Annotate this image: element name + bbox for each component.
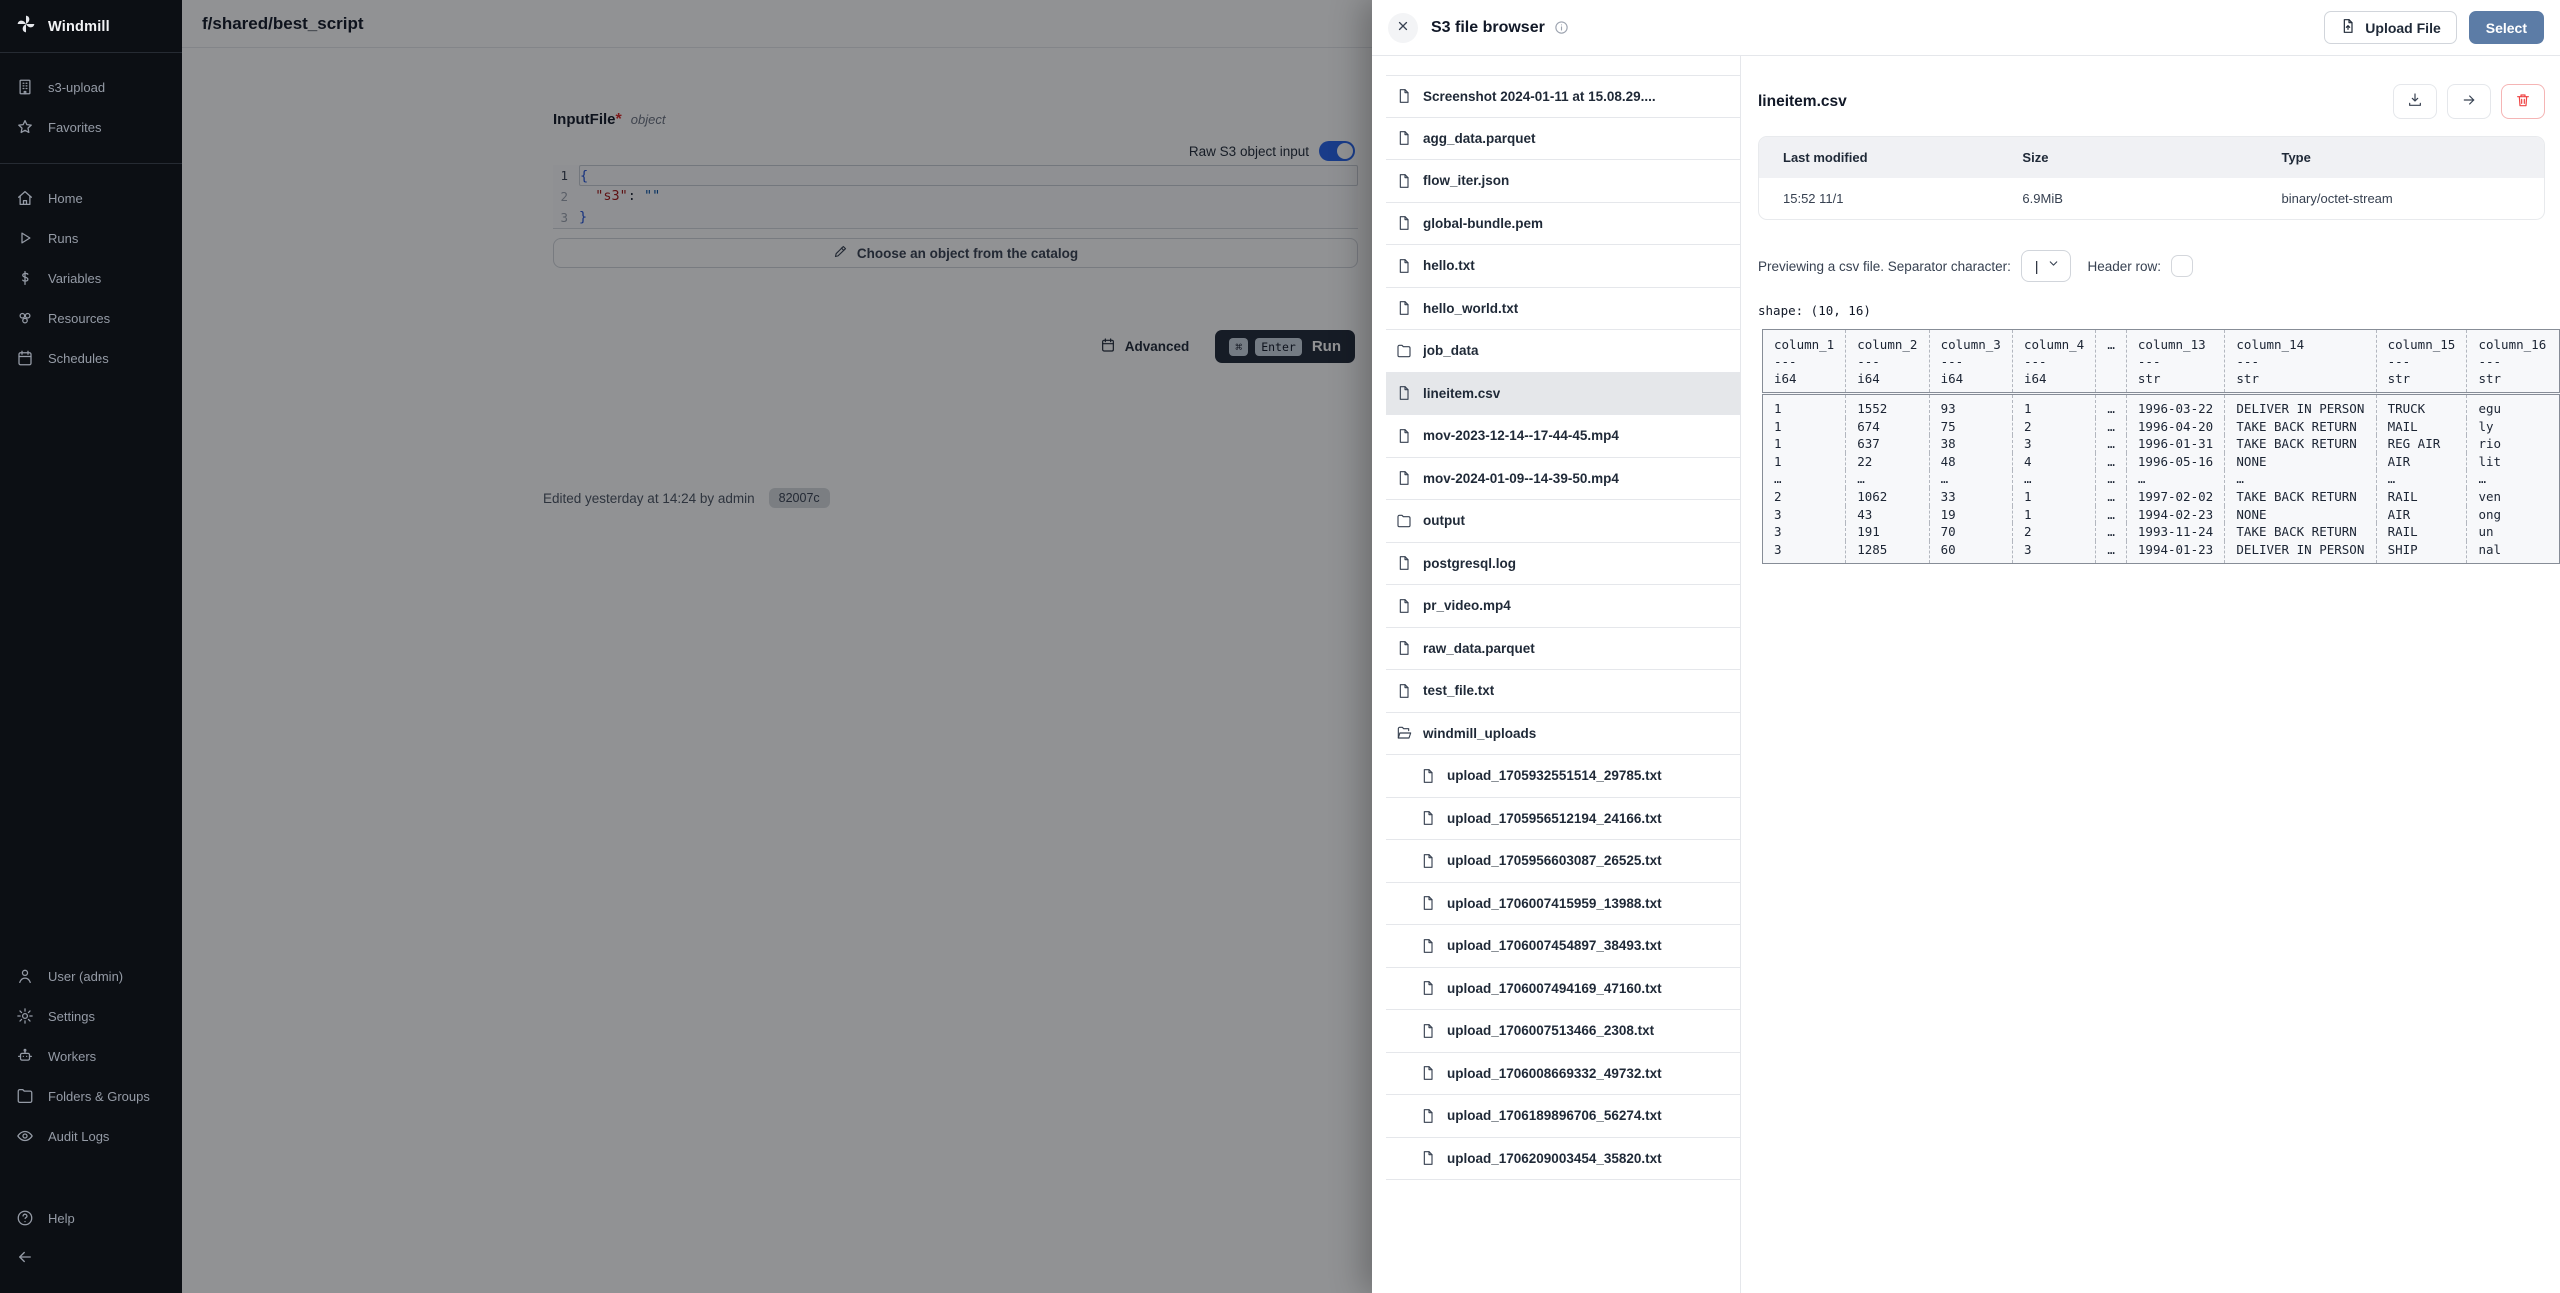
csv-cell: 1996-04-20 bbox=[2126, 418, 2225, 436]
csv-cell: … bbox=[2096, 394, 2127, 418]
file-name: upload_1705956512194_24166.txt bbox=[1447, 810, 1662, 826]
file-row-output[interactable] bbox=[1386, 500, 1740, 543]
file-icon bbox=[1420, 1023, 1436, 1039]
shape-text: shape: (10, 16) bbox=[1758, 303, 1871, 318]
csv-col-header: … bbox=[2096, 330, 2127, 394]
csv-cell: 637 bbox=[1846, 435, 1929, 453]
file-icon bbox=[1420, 1150, 1436, 1166]
csv-cell: AIR bbox=[2376, 453, 2467, 471]
csv-cell: … bbox=[2096, 435, 2127, 453]
header-row-checkbox[interactable] bbox=[2171, 255, 2193, 277]
home-icon bbox=[16, 189, 34, 207]
file-icon bbox=[1420, 980, 1436, 996]
sidebar-item-label: Resources bbox=[48, 310, 111, 326]
calendar-icon bbox=[16, 349, 34, 367]
close-drawer-button[interactable] bbox=[1388, 13, 1418, 43]
csv-cell: lit bbox=[2467, 453, 2560, 471]
file-name: output bbox=[1423, 513, 1465, 529]
play-icon bbox=[16, 229, 34, 247]
file-row-upload-1706008669332-49732-txt[interactable] bbox=[1386, 1053, 1740, 1096]
edited-timestamp: Edited yesterday at 14:24 by admin bbox=[543, 490, 755, 506]
file-row-global-bundle-pem[interactable] bbox=[1386, 203, 1740, 246]
csv-cell: SHIP bbox=[2376, 541, 2467, 564]
user-icon bbox=[16, 967, 34, 985]
file-name: upload_1706007513466_2308.txt bbox=[1447, 1023, 1655, 1039]
info-value-size: 6.9MiB bbox=[2022, 191, 2063, 206]
csv-cell: … bbox=[2096, 470, 2127, 488]
file-list bbox=[1386, 75, 1740, 1180]
file-row-upload-1706007513466-2308-txt[interactable] bbox=[1386, 1010, 1740, 1053]
file-icon bbox=[1420, 895, 1436, 911]
csv-cell: … bbox=[1846, 470, 1929, 488]
csv-cell: nal bbox=[2467, 541, 2560, 564]
file-name: mov-2023-12-14--17-44-45.mp4 bbox=[1423, 428, 1619, 444]
file-icon bbox=[1396, 640, 1412, 656]
file-name: flow_iter.json bbox=[1423, 173, 1510, 189]
file-row-upload-1706007494169-47160-txt[interactable] bbox=[1386, 968, 1740, 1011]
file-icon bbox=[1396, 130, 1412, 146]
file-name: hello_world.txt bbox=[1423, 300, 1519, 316]
csv-cell: 48 bbox=[1929, 453, 2012, 471]
advanced-button[interactable]: Advanced bbox=[1100, 337, 1190, 356]
windmill-logo-icon bbox=[16, 14, 36, 39]
csv-col-header: column_14 --- str bbox=[2225, 330, 2376, 394]
csv-cell: 1996-01-31 bbox=[2126, 435, 2225, 453]
file-name: windmill_uploads bbox=[1423, 725, 1537, 741]
sidebar-item-variables[interactable] bbox=[0, 258, 182, 298]
sidebar-item-runs[interactable] bbox=[0, 218, 182, 258]
info-header-size: Size bbox=[2022, 150, 2049, 165]
line-number: 2 bbox=[560, 189, 568, 204]
info-value-last-modified: 15:52 11/1 bbox=[1783, 191, 1844, 206]
file-name: raw_data.parquet bbox=[1423, 640, 1535, 656]
csv-cell: … bbox=[2126, 470, 2225, 488]
csv-col-header: column_3 --- i64 bbox=[1929, 330, 2012, 394]
csv-cell: NONE bbox=[2225, 506, 2376, 524]
file-icon bbox=[1396, 258, 1412, 274]
info-icon[interactable] bbox=[1554, 20, 1569, 35]
csv-cell: 19 bbox=[1929, 506, 2012, 524]
csv-cell: NONE bbox=[2225, 453, 2376, 471]
file-name: test_file.txt bbox=[1423, 683, 1495, 699]
file-row-mov-2024-01-09-14-39-50-mp4[interactable] bbox=[1386, 458, 1740, 501]
csv-cell: … bbox=[2096, 453, 2127, 471]
csv-cell: MAIL bbox=[2376, 418, 2467, 436]
help-icon bbox=[16, 1209, 34, 1227]
csv-cell: … bbox=[2096, 541, 2127, 564]
enter-key-badge: Enter bbox=[1255, 338, 1302, 356]
csv-cell: TAKE BACK RETURN bbox=[2225, 523, 2376, 541]
file-name: upload_1706008669332_49732.txt bbox=[1447, 1065, 1662, 1081]
csv-cell: DELIVER IN PERSON bbox=[2225, 541, 2376, 564]
csv-preview-label: Previewing a csv file. Separator character: bbox=[1758, 258, 2011, 274]
file-row-flow-iter-json[interactable] bbox=[1386, 160, 1740, 203]
file-icon bbox=[1420, 1065, 1436, 1081]
csv-row bbox=[1763, 470, 2560, 488]
sidebar-item-schedules[interactable] bbox=[0, 338, 182, 378]
sidebar-item-s3-upload[interactable] bbox=[0, 67, 182, 107]
file-icon bbox=[1396, 385, 1412, 401]
csv-cell: … bbox=[2096, 506, 2127, 524]
csv-cell: RAIL bbox=[2376, 488, 2467, 506]
csv-cell: 1996-05-16 bbox=[2126, 453, 2225, 471]
csv-cell: 43 bbox=[1846, 506, 1929, 524]
folder-icon bbox=[16, 1087, 34, 1105]
file-name: hello.txt bbox=[1423, 258, 1475, 274]
code-text: { bbox=[579, 165, 1358, 186]
file-row-mov-2023-12-14-17-44-45-mp4[interactable] bbox=[1386, 415, 1740, 458]
cmd-key-badge: ⌘ bbox=[1229, 338, 1248, 356]
building-icon bbox=[16, 78, 34, 96]
folder-icon bbox=[1396, 343, 1412, 359]
sidebar-item-folders-groups[interactable] bbox=[0, 1076, 182, 1116]
csv-cell: rio bbox=[2467, 435, 2560, 453]
sidebar-item-workers[interactable] bbox=[0, 1036, 182, 1076]
csv-cell: 3 bbox=[2012, 435, 2095, 453]
file-row-upload-1706007415959-13988-txt[interactable] bbox=[1386, 883, 1740, 926]
csv-cell: … bbox=[2096, 488, 2127, 506]
csv-cell: 674 bbox=[1846, 418, 1929, 436]
csv-cell: 2 bbox=[2012, 523, 2095, 541]
line-number: 3 bbox=[560, 210, 568, 225]
file-name: postgresql.log bbox=[1423, 555, 1517, 571]
file-detail-panel bbox=[1741, 56, 2560, 1293]
file-row-agg-data-parquet[interactable] bbox=[1386, 118, 1740, 161]
csv-row bbox=[1763, 435, 2560, 453]
star-icon bbox=[16, 118, 34, 136]
csv-cell: TAKE BACK RETURN bbox=[2225, 418, 2376, 436]
csv-cell: … bbox=[2012, 470, 2095, 488]
file-name: lineitem.csv bbox=[1423, 385, 1501, 401]
raw-s3-toggle-label: Raw S3 object input bbox=[1188, 143, 1309, 159]
file-row-upload-1705956603087-26525-txt[interactable] bbox=[1386, 840, 1740, 883]
sidebar-nav-section bbox=[0, 164, 182, 394]
sidebar-item-favorites[interactable] bbox=[0, 107, 182, 147]
file-name: upload_1706007494169_47160.txt bbox=[1447, 980, 1662, 996]
csv-cell: TAKE BACK RETURN bbox=[2225, 488, 2376, 506]
file-row-upload-1705956512194-24166-txt[interactable] bbox=[1386, 798, 1740, 841]
script-hash-badge: 82007c bbox=[769, 488, 830, 508]
csv-cell: … bbox=[2225, 470, 2376, 488]
csv-cell: ly bbox=[2467, 418, 2560, 436]
field-type-label: object bbox=[630, 112, 666, 127]
csv-cell: REG AIR bbox=[2376, 435, 2467, 453]
file-icon bbox=[1396, 215, 1412, 231]
sidebar-item-label: Variables bbox=[48, 270, 102, 286]
sidebar-item-label: Schedules bbox=[48, 350, 109, 366]
file-row-hello-world-txt[interactable] bbox=[1386, 288, 1740, 331]
csv-cell: … bbox=[2467, 470, 2560, 488]
sidebar-item-label: Folders & Groups bbox=[48, 1088, 150, 1104]
csv-cell: 1993-11-24 bbox=[2126, 523, 2225, 541]
sidebar-item-label: Home bbox=[48, 190, 83, 206]
file-icon bbox=[1420, 853, 1436, 869]
csv-cell: TAKE BACK RETURN bbox=[2225, 435, 2376, 453]
csv-cell: 1 bbox=[2012, 488, 2095, 506]
file-name: upload_1706189896706_56274.txt bbox=[1447, 1108, 1662, 1124]
file-row-job-data[interactable] bbox=[1386, 330, 1740, 373]
csv-row bbox=[1763, 506, 2560, 524]
field-label: InputFile* bbox=[553, 111, 622, 128]
open-file-button[interactable] bbox=[2447, 84, 2491, 119]
drawer-title: S3 file browser bbox=[1431, 18, 1545, 36]
csv-cell: 60 bbox=[1929, 541, 2012, 564]
file-row-upload-1706189896706-56274-txt[interactable] bbox=[1386, 1095, 1740, 1138]
sidebar-item-label: Settings bbox=[48, 1008, 95, 1024]
sidebar-item-label: Favorites bbox=[48, 119, 102, 135]
csv-cell: 33 bbox=[1929, 488, 2012, 506]
close-icon bbox=[1396, 19, 1410, 36]
csv-cell: 3 bbox=[2012, 541, 2095, 564]
csv-cell: DELIVER IN PERSON bbox=[2225, 394, 2376, 418]
file-icon bbox=[1396, 470, 1412, 486]
csv-row bbox=[1763, 523, 2560, 541]
file-icon bbox=[1396, 555, 1412, 571]
drawer-overlay[interactable] bbox=[182, 0, 1372, 1293]
csv-col-header: column_4 --- i64 bbox=[2012, 330, 2095, 394]
csv-cell: TRUCK bbox=[2376, 394, 2467, 418]
sidebar-item-user-admin[interactable] bbox=[0, 956, 182, 996]
sidebar-item-help[interactable] bbox=[0, 1198, 182, 1238]
detail-filename: lineitem.csv bbox=[1758, 92, 1847, 110]
csv-row bbox=[1763, 418, 2560, 436]
worker-icon bbox=[16, 1047, 34, 1065]
eye-icon bbox=[16, 1127, 34, 1145]
file-icon bbox=[1396, 428, 1412, 444]
csv-cell: 2 bbox=[2012, 418, 2095, 436]
file-row-windmill-uploads[interactable] bbox=[1386, 713, 1740, 756]
file-row-pr-video-mp4[interactable] bbox=[1386, 585, 1740, 628]
file-icon bbox=[1396, 173, 1412, 189]
csv-cell: … bbox=[2376, 470, 2467, 488]
csv-cell: 1 bbox=[2012, 506, 2095, 524]
csv-cell: 75 bbox=[1929, 418, 2012, 436]
file-name: mov-2024-01-09--14-39-50.mp4 bbox=[1423, 470, 1619, 486]
file-icon bbox=[1396, 300, 1412, 316]
csv-cell: 3 bbox=[1774, 506, 1782, 522]
csv-cell: 1996-03-22 bbox=[2126, 394, 2225, 418]
delete-file-button[interactable] bbox=[2501, 84, 2545, 119]
file-icon bbox=[1420, 768, 1436, 784]
upload-file-icon bbox=[2340, 18, 2356, 37]
trash-icon bbox=[2515, 92, 2531, 111]
csv-cell: … bbox=[2096, 523, 2127, 541]
csv-cell: 4 bbox=[2012, 453, 2095, 471]
line-number: 1 bbox=[560, 168, 568, 183]
csv-cell: 1997-02-02 bbox=[2126, 488, 2225, 506]
sidebar-item-resources[interactable] bbox=[0, 298, 182, 338]
sidebar bbox=[0, 0, 182, 1293]
csv-cell: 1 bbox=[2012, 394, 2095, 418]
csv-cell: … bbox=[2096, 418, 2127, 436]
sidebar-item-home[interactable] bbox=[0, 178, 182, 218]
page-title: f/shared/best_script bbox=[202, 13, 364, 33]
file-row-upload-1706209003454-35820-txt[interactable] bbox=[1386, 1138, 1740, 1181]
file-name: global-bundle.pem bbox=[1423, 215, 1543, 231]
csv-col-header: column_16 --- str bbox=[2467, 330, 2560, 394]
file-row-upload-1706007454897-38493-txt[interactable] bbox=[1386, 925, 1740, 968]
sidebar-bottom-section bbox=[0, 956, 182, 1293]
csv-col-header: column_15 --- str bbox=[2376, 330, 2467, 394]
file-name: pr_video.mp4 bbox=[1423, 598, 1511, 614]
logo-title: Windmill bbox=[48, 18, 110, 35]
csv-cell: 38 bbox=[1929, 435, 2012, 453]
file-icon bbox=[1420, 938, 1436, 954]
csv-row bbox=[1763, 541, 2560, 564]
info-header-type: Type bbox=[2281, 150, 2311, 165]
sidebar-workspace-section bbox=[0, 53, 182, 164]
csv-cell: 93 bbox=[1929, 394, 2012, 418]
csv-col-header: column_1 --- i64 bbox=[1763, 330, 1846, 394]
run-button[interactable]: ⌘ Enter Run bbox=[1215, 330, 1355, 363]
download-icon bbox=[2407, 92, 2423, 111]
info-header-last-modified: Last modified bbox=[1783, 150, 1868, 165]
csv-cell: ven bbox=[2467, 488, 2560, 506]
resources-icon bbox=[16, 309, 34, 327]
sidebar-item-settings[interactable] bbox=[0, 996, 182, 1036]
csv-cell: 1 bbox=[1774, 453, 1782, 469]
csv-cell: 70 bbox=[1929, 523, 2012, 541]
file-name: job_data bbox=[1423, 343, 1479, 359]
select-button[interactable]: Select bbox=[2469, 11, 2544, 44]
csv-col-header: column_13 --- str bbox=[2126, 330, 2225, 394]
sidebar-item-audit-logs[interactable] bbox=[0, 1116, 182, 1156]
chevron-down-icon bbox=[2047, 257, 2060, 275]
csv-cell: un bbox=[2467, 523, 2560, 541]
separator-select[interactable]: | bbox=[2021, 250, 2071, 282]
file-icon bbox=[1396, 598, 1412, 614]
folder-open-icon bbox=[1396, 725, 1412, 741]
file-row-hello-txt[interactable] bbox=[1386, 245, 1740, 288]
file-name: upload_1705932551514_29785.txt bbox=[1447, 768, 1662, 784]
csv-preview-table bbox=[1762, 329, 2560, 564]
sidebar-item-label: User (admin) bbox=[48, 968, 124, 984]
choose-object-button[interactable]: Choose an object from the catalog bbox=[553, 238, 1358, 268]
csv-cell: AIR bbox=[2376, 506, 2467, 524]
csv-cell: 191 bbox=[1846, 523, 1929, 541]
csv-cell: 3 bbox=[1774, 524, 1782, 540]
code-text: } bbox=[579, 209, 588, 225]
csv-cell: egu bbox=[2467, 394, 2560, 418]
csv-cell: RAIL bbox=[2376, 523, 2467, 541]
upload-file-button[interactable]: Upload File bbox=[2324, 11, 2456, 44]
file-name: Screenshot 2024-01-11 at 15.08.29.... bbox=[1423, 88, 1656, 104]
csv-cell: 1552 bbox=[1846, 394, 1929, 418]
sidebar-item-label: s3-upload bbox=[48, 79, 106, 95]
file-row-test-file-txt[interactable] bbox=[1386, 670, 1740, 713]
csv-cell: 1062 bbox=[1846, 488, 1929, 506]
file-row-lineitem-csv[interactable] bbox=[1386, 373, 1740, 416]
code-text: "s3": "" bbox=[595, 188, 661, 204]
file-name: upload_1706007415959_13988.txt bbox=[1447, 895, 1662, 911]
sidebar-item-label: Runs bbox=[48, 230, 79, 246]
sidebar-item-label: Workers bbox=[48, 1048, 97, 1064]
csv-cell: 1 bbox=[1774, 401, 1782, 416]
file-name: agg_data.parquet bbox=[1423, 130, 1536, 146]
info-value-type: binary/octet-stream bbox=[2281, 191, 2393, 206]
file-row-postgresql-log[interactable] bbox=[1386, 543, 1740, 586]
workspace-logo[interactable] bbox=[0, 0, 182, 53]
file-name: upload_1705956603087_26525.txt bbox=[1447, 853, 1662, 869]
sidebar-item-label: Audit Logs bbox=[48, 1128, 110, 1144]
csv-cell: 1 bbox=[1774, 418, 1782, 434]
csv-cell: … bbox=[1774, 471, 1782, 487]
collapse-sidebar-button[interactable] bbox=[0, 1238, 182, 1285]
file-name: upload_1706209003454_35820.txt bbox=[1447, 1150, 1662, 1166]
sidebar-item-label: Help bbox=[48, 1210, 75, 1226]
file-row-upload-1705932551514-29785-txt[interactable] bbox=[1386, 755, 1740, 798]
csv-cell: 1994-01-23 bbox=[2126, 541, 2225, 564]
csv-cell: 2 bbox=[1774, 488, 1782, 504]
csv-row bbox=[1763, 453, 2560, 471]
s3-file-browser-drawer bbox=[1372, 0, 2560, 1293]
csv-cell: 22 bbox=[1846, 453, 1929, 471]
required-asterisk: * bbox=[615, 111, 622, 128]
csv-row bbox=[1763, 488, 2560, 506]
download-button[interactable] bbox=[2393, 84, 2437, 119]
file-icon bbox=[1420, 810, 1436, 826]
dollar-icon bbox=[16, 269, 34, 287]
file-info-table bbox=[1758, 136, 2545, 220]
csv-cell: ong bbox=[2467, 506, 2560, 524]
drawer-header bbox=[1372, 0, 2560, 56]
csv-cell: 1 bbox=[1774, 436, 1782, 452]
arrow-left-icon bbox=[16, 1253, 34, 1270]
file-icon bbox=[1420, 1108, 1436, 1124]
header-row-label: Header row: bbox=[2087, 258, 2162, 274]
file-name: upload_1706007454897_38493.txt bbox=[1447, 938, 1662, 954]
file-row-raw-data-parquet[interactable] bbox=[1386, 628, 1740, 671]
csv-cell: … bbox=[1929, 470, 2012, 488]
file-icon bbox=[1396, 88, 1412, 104]
arrow-right-icon bbox=[2461, 92, 2477, 111]
csv-row bbox=[1763, 394, 2560, 418]
csv-cell: 1994-02-23 bbox=[2126, 506, 2225, 524]
csv-cell: 3 bbox=[1774, 541, 1782, 557]
csv-col-header: column_2 --- i64 bbox=[1846, 330, 1929, 394]
folder-icon bbox=[1396, 513, 1412, 529]
file-row-screenshot-2024-01-11-at-15-08-29[interactable] bbox=[1386, 75, 1740, 118]
csv-cell: 1285 bbox=[1846, 541, 1929, 564]
file-icon bbox=[1396, 683, 1412, 699]
gear-icon bbox=[16, 1007, 34, 1025]
